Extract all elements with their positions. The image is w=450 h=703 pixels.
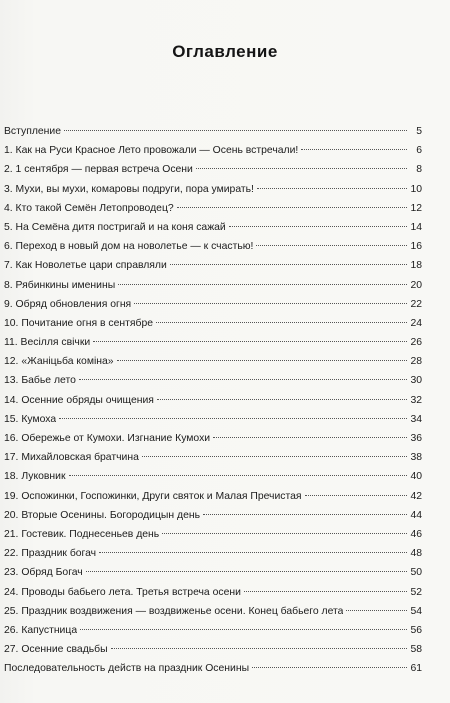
dot-leader xyxy=(142,456,407,457)
toc-entry-page-number: 18 xyxy=(410,260,422,272)
toc-entry xyxy=(4,356,422,375)
toc-entry-title: 2. 1 сентября — первая встреча Осени xyxy=(4,164,193,176)
toc-entry-title: 17. Михайловская братчина xyxy=(4,452,139,464)
toc-entry-title: 10. Почитание огня в сентябре xyxy=(4,317,154,329)
toc-entry xyxy=(4,471,422,490)
toc-entry xyxy=(4,644,422,663)
toc-entry xyxy=(4,587,422,606)
toc-entry-page-number: 5 xyxy=(416,126,422,137)
toc-entry xyxy=(4,433,422,452)
toc-entry-page-number: 16 xyxy=(410,241,422,253)
dot-leader xyxy=(252,667,407,668)
toc-entry-page-number: 32 xyxy=(410,394,422,406)
toc-entry xyxy=(4,663,422,682)
toc-entry-page-number: 42 xyxy=(410,490,422,502)
toc-entry xyxy=(4,126,422,145)
toc-entry xyxy=(4,184,422,203)
toc-entry xyxy=(4,510,422,529)
dot-leader xyxy=(177,207,407,208)
toc-entry-page-number: 14 xyxy=(410,221,422,233)
toc-entry xyxy=(4,260,422,279)
toc-entry-title: 20. Вторые Осенины. Богородицын день xyxy=(4,509,201,521)
dot-leader xyxy=(257,188,407,189)
toc-entry xyxy=(4,337,422,356)
toc-entry xyxy=(4,395,422,414)
toc-entry xyxy=(4,452,422,471)
toc-entry-title: 5. На Семёна дитя постригай и на коня сажай xyxy=(4,221,226,233)
toc-entry-page-number: 52 xyxy=(410,586,422,598)
toc-entry-title: Вступление xyxy=(4,126,61,137)
toc-entry-page-number: 26 xyxy=(410,337,422,349)
toc-entry xyxy=(4,299,422,318)
dot-leader xyxy=(162,533,407,534)
toc-entry-title: 1. Как на Руси Красное Лето провожали — Осень встречали! xyxy=(4,145,299,157)
dot-leader xyxy=(134,303,407,304)
toc-entry xyxy=(4,606,422,625)
toc-entry-title: 18. Луковник xyxy=(4,471,66,483)
toc-entry xyxy=(4,625,422,644)
toc-entry-title: 25. Праздник воздвижения — воздвиженье осени. Конец бабьего лета xyxy=(4,605,344,617)
dot-leader xyxy=(111,648,407,649)
toc-entry-page-number: 40 xyxy=(410,471,422,483)
toc-entry-title: 6. Переход в новый дом на новолетье — к счастью! xyxy=(4,241,254,253)
table-of-contents xyxy=(4,126,422,682)
toc-entry-page-number: 50 xyxy=(410,567,422,579)
dot-leader xyxy=(118,284,407,285)
toc-entry-page-number: 8 xyxy=(416,164,422,176)
toc-entry xyxy=(4,280,422,299)
toc-entry-title: 27. Осенние свадьбы xyxy=(4,644,108,656)
toc-entry xyxy=(4,567,422,586)
dot-leader xyxy=(213,437,407,438)
toc-entry-page-number: 34 xyxy=(410,413,422,425)
toc-entry-page-number: 61 xyxy=(410,663,422,675)
toc-entry-title: 15. Кумоха xyxy=(4,413,57,425)
toc-entry-title: 22. Праздник богач xyxy=(4,548,97,560)
toc-entry-page-number: 38 xyxy=(410,452,422,464)
dot-leader xyxy=(256,245,407,246)
toc-entry-page-number: 58 xyxy=(410,644,422,656)
dot-leader xyxy=(64,130,407,131)
dot-leader xyxy=(170,264,407,265)
dot-leader xyxy=(244,591,407,592)
toc-entry-title: 4. Кто такой Семён Летопроводец? xyxy=(4,202,174,214)
toc-entry-page-number: 24 xyxy=(410,317,422,329)
toc-entry xyxy=(4,241,422,260)
toc-entry-title: 3. Мухи, вы мухи, комаровы подруги, пора умирать! xyxy=(4,183,254,195)
toc-entry-title: Последовательность действ на праздник Осенины xyxy=(4,663,250,675)
toc-entry-title: 14. Осенние обряды очищения xyxy=(4,394,154,406)
dot-leader xyxy=(346,610,407,611)
toc-entry-title: 19. Оспожинки, Госпожинки, Други святок и Малая Пречистая xyxy=(4,490,302,502)
dot-leader xyxy=(196,168,407,169)
toc-entry-page-number: 30 xyxy=(410,375,422,387)
toc-entry-page-number: 6 xyxy=(416,145,422,157)
toc-entry-title: 11. Весілля свічки xyxy=(4,337,91,349)
toc-entry xyxy=(4,414,422,433)
toc-entry-page-number: 56 xyxy=(410,624,422,636)
toc-entry xyxy=(4,203,422,222)
toc-entry-title: 13. Бабье лето xyxy=(4,375,76,387)
toc-entry-page-number: 44 xyxy=(410,509,422,521)
toc-entry-title: 16. Обережье от Кумохи. Изгнание Кумохи xyxy=(4,433,211,444)
dot-leader xyxy=(156,322,407,323)
toc-entry-title: 7. Как Новолетье цари справляли xyxy=(4,260,167,272)
dot-leader xyxy=(99,552,407,553)
toc-entry-page-number: 48 xyxy=(410,548,422,560)
toc-entry xyxy=(4,375,422,394)
toc-entry-page-number: 10 xyxy=(410,183,422,195)
toc-entry-title: 21. Гостевик. Поднесеньев день xyxy=(4,528,160,540)
toc-entry xyxy=(4,548,422,567)
toc-entry xyxy=(4,318,422,337)
toc-entry-title: 12. «Жаніцьба коміна» xyxy=(4,356,114,368)
dot-leader xyxy=(59,418,407,419)
toc-entry-title: 23. Обряд Богач xyxy=(4,567,83,579)
dot-leader xyxy=(203,514,407,515)
toc-entry-title: 8. Рябинкины именины xyxy=(4,279,116,291)
dot-leader xyxy=(69,475,407,476)
toc-entry-page-number: 36 xyxy=(410,433,422,444)
dot-leader xyxy=(117,360,407,361)
page-title: Оглавление xyxy=(172,42,278,61)
dot-leader xyxy=(86,571,407,572)
toc-entry-title: 26. Капустница xyxy=(4,624,78,636)
toc-entry-title: 24. Проводы бабьего лета. Третья встреча осени xyxy=(4,586,241,598)
dot-leader xyxy=(157,399,407,400)
dot-leader xyxy=(80,629,407,630)
toc-entry xyxy=(4,529,422,548)
dot-leader xyxy=(79,379,407,380)
toc-entry xyxy=(4,222,422,241)
dot-leader xyxy=(305,495,407,496)
toc-entry xyxy=(4,164,422,183)
toc-entry-page-number: 54 xyxy=(410,605,422,617)
dot-leader xyxy=(229,226,407,227)
toc-entry-page-number: 46 xyxy=(410,528,422,540)
toc-entry-page-number: 28 xyxy=(410,356,422,368)
toc-entry-title: 9. Обряд обновления огня xyxy=(4,298,132,310)
toc-entry xyxy=(4,145,422,164)
toc-entry-page-number: 12 xyxy=(410,202,422,214)
toc-entry-page-number: 22 xyxy=(410,298,422,310)
dot-leader xyxy=(301,149,407,150)
toc-entry-page-number: 20 xyxy=(410,279,422,291)
toc-entry xyxy=(4,491,422,510)
dot-leader xyxy=(93,341,407,342)
